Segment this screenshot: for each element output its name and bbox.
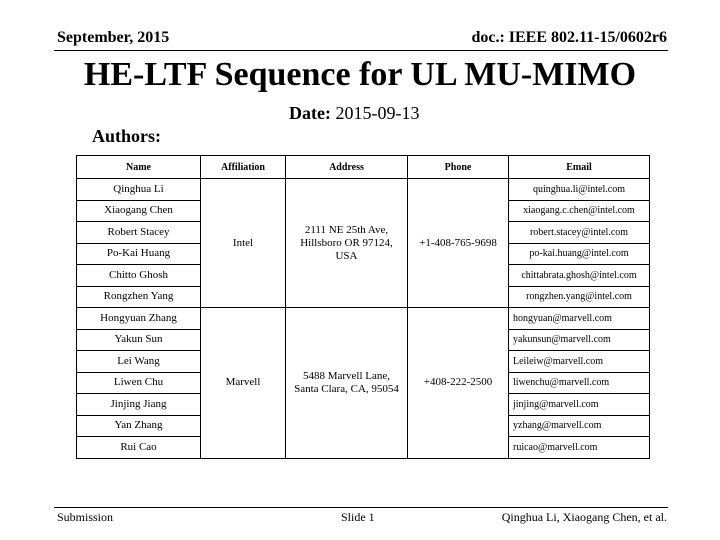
author-address: 5488 Marvell Lane, Santa Clara, CA, 95054 (286, 308, 408, 459)
author-affiliation: Intel (201, 179, 286, 308)
author-name: Liwen Chu (77, 372, 201, 394)
author-email: yakunsun@marvell.com (509, 329, 650, 351)
author-affiliation: Marvell (201, 308, 286, 459)
author-name: Robert Stacey (77, 222, 201, 244)
slide-title: HE-LTF Sequence for UL MU-MIMO (83, 56, 637, 93)
header-rule (54, 50, 668, 51)
author-email: ruicao@marvell.com (509, 437, 650, 459)
column-header-email: Email (509, 156, 650, 179)
author-name: Po-Kai Huang (77, 243, 201, 265)
header-doc-id: doc.: IEEE 802.11-15/0602r6 (471, 29, 667, 46)
author-phone: +408-222-2500 (408, 308, 509, 459)
author-email: po-kai.huang@intel.com (509, 243, 650, 265)
table-body (77, 179, 650, 459)
footer-submission: Submission (57, 510, 114, 524)
footer-authors: Qinghua Li, Xiaogang Chen, et al. (501, 510, 667, 524)
author-email: Leileiw@marvell.com (509, 351, 650, 373)
author-email: chittabrata.ghosh@intel.com (509, 265, 650, 287)
author-email: rongzhen.yang@intel.com (509, 286, 650, 308)
author-email: quinghua.li@intel.com (509, 179, 650, 201)
author-name: Chitto Ghosh (77, 265, 201, 287)
author-name: Qinghua Li (77, 179, 201, 201)
author-name: Lei Wang (77, 351, 201, 373)
author-email: robert.stacey@intel.com (509, 222, 650, 244)
author-email: liwenchu@marvell.com (509, 372, 650, 394)
table-row (77, 308, 650, 330)
column-header-address: Address (286, 156, 408, 179)
author-name: Yakun Sun (77, 329, 201, 351)
author-name: Jinjing Jiang (77, 394, 201, 416)
authors-label: Authors: (92, 126, 162, 146)
date-label: Date: (289, 103, 331, 123)
author-email: yzhang@marvell.com (509, 415, 650, 437)
table-row (77, 179, 650, 201)
authors-table (76, 155, 650, 459)
author-name: Xiaogang Chen (77, 200, 201, 222)
header-date: September, 2015 (57, 29, 170, 46)
author-phone: +1-408-765-9698 (408, 179, 509, 308)
footer-rule (54, 507, 668, 508)
author-name: Rongzhen Yang (77, 286, 201, 308)
column-header-phone: Phone (408, 156, 509, 179)
author-name: Rui Cao (77, 437, 201, 459)
column-header-affiliation: Affiliation (201, 156, 286, 179)
author-email: xiaogang.c.chen@intel.com (509, 200, 650, 222)
column-header-name: Name (77, 156, 201, 179)
author-email: jinjing@marvell.com (509, 394, 650, 416)
footer-slide-number: Slide 1 (341, 510, 375, 524)
date-line (289, 103, 419, 124)
author-name: Hongyuan Zhang (77, 308, 201, 330)
table-header-row (77, 156, 650, 179)
author-email: hongyuan@marvell.com (509, 308, 650, 330)
author-address: 2111 NE 25th Ave, Hillsboro OR 97124, USA (286, 179, 408, 308)
author-name: Yan Zhang (77, 415, 201, 437)
date-value: 2015-09-13 (335, 103, 420, 123)
